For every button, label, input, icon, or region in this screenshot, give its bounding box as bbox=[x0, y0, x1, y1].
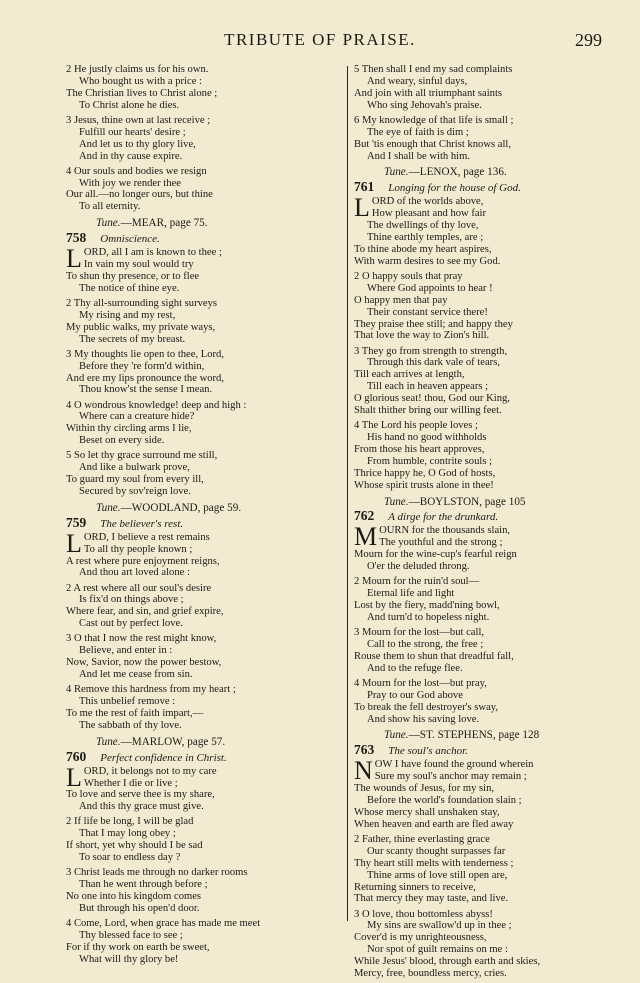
tune-label: Tune. bbox=[96, 501, 121, 514]
hymn-stanza bbox=[66, 166, 338, 214]
tune-label: Tune. bbox=[96, 217, 121, 230]
verse-line: If short, yet why should I be sad bbox=[66, 840, 203, 852]
verse-line: 2 A rest where all our soul's desire bbox=[66, 582, 212, 594]
tune-label: Tune. bbox=[384, 166, 409, 179]
verse-line: To me the rest of faith impart,— bbox=[66, 708, 204, 719]
verse-line: To thine abode my heart aspires, bbox=[354, 243, 492, 255]
tune-name: —LENOX, page 136. bbox=[408, 166, 507, 179]
verse-line: O'er the deluded throng. bbox=[367, 561, 470, 573]
verse-line: 3 O love, thou bottomless abyss! bbox=[354, 908, 493, 920]
verse-line: My sins are swallow'd up in thee ; bbox=[367, 920, 512, 932]
verse-line: Till each arrives at length, bbox=[354, 369, 465, 381]
verse-line: Whether I die or live ; bbox=[83, 777, 178, 789]
verse-line: A rest where pure enjoyment reigns, bbox=[66, 555, 220, 567]
column-divider bbox=[347, 66, 348, 921]
hymn-stanza bbox=[66, 583, 338, 631]
verse-line: Through this dark vale of tears, bbox=[367, 357, 500, 369]
verse-line: Where fear, and sin, and grief expire, bbox=[66, 606, 224, 618]
verse-line: 4 Mourn for the lost—but pray, bbox=[354, 677, 487, 689]
tune-reference bbox=[384, 497, 612, 509]
drop-capital: L bbox=[66, 244, 82, 274]
hymn-stanza bbox=[66, 918, 338, 966]
verse-line: And in thy cause expire. bbox=[79, 150, 183, 162]
verse-line: O happy men that pay bbox=[354, 294, 448, 306]
verse-line: ORD, it belongs not to my care bbox=[83, 765, 217, 777]
verse-line: Thine earthly temples, are ; bbox=[367, 231, 484, 243]
verse-line: Their constant service there! bbox=[367, 306, 488, 318]
verse-line: To all thy people known ; bbox=[83, 543, 193, 555]
verse-line: And show his saving love. bbox=[367, 713, 480, 725]
verse-line: And ere my lips pronounce the word, bbox=[66, 372, 224, 384]
verse-line: To love and serve thee is my share, bbox=[66, 789, 215, 801]
hymn-stanza bbox=[66, 244, 338, 295]
verse-line: Cover'd is my unrighteousness, bbox=[354, 932, 487, 944]
verse-line: No one into his kingdom comes bbox=[66, 891, 202, 903]
verse-line: Shalt thither bring our willing feet. bbox=[354, 405, 502, 417]
verse-line: 3 O that I now the rest might know, bbox=[66, 633, 217, 645]
verse-line: My public walks, my private ways, bbox=[66, 321, 216, 333]
hymn-stanza bbox=[354, 64, 612, 112]
verse-line: The Christian lives to Christ alone ; bbox=[66, 87, 218, 99]
left-column bbox=[66, 64, 338, 969]
verse-line: O glorious seat! thou, God our King, bbox=[354, 393, 510, 405]
verse-line: And like a bulwark prove, bbox=[79, 462, 190, 474]
verse-line: ORD of the worlds above, bbox=[371, 196, 484, 208]
verse-line: But through his open'd door. bbox=[79, 902, 200, 914]
verse-line: In vain my soul would try bbox=[83, 258, 194, 270]
hymn-number: 760 bbox=[66, 748, 87, 764]
verse-line: When heaven and earth are fled away bbox=[354, 818, 514, 830]
verse-line: 3 My thoughts lie open to thee, Lord, bbox=[66, 348, 225, 360]
verse-line: Thine arms of love still open are, bbox=[367, 869, 508, 881]
hymn-stanza bbox=[354, 678, 612, 726]
verse-line: Thy blessed face to see ; bbox=[79, 929, 183, 941]
hymn-title: Perfect confidence in Christ. bbox=[100, 751, 227, 764]
hymn-stanza bbox=[354, 115, 612, 163]
verse-line: Where God appoints to hear ! bbox=[367, 282, 493, 294]
hymn-stanza bbox=[354, 576, 612, 624]
verse-line: 2 He justly claims us for his own. bbox=[66, 64, 209, 75]
verse-line: And thou art loved alone : bbox=[79, 567, 190, 579]
tune-reference bbox=[384, 730, 612, 742]
hymn-stanza bbox=[354, 420, 612, 491]
verse-line: 6 My knowledge of that life is small ; bbox=[354, 114, 514, 126]
verse-line: While Jesus' blood, through earth and skies, bbox=[354, 956, 541, 968]
verse-line: To Christ alone he dies. bbox=[79, 99, 180, 111]
verse-line: Is fix'd on things above ; bbox=[79, 594, 184, 606]
verse-line: To soar to endless day ? bbox=[79, 852, 181, 864]
hymn-stanza bbox=[66, 816, 338, 864]
hymn-stanza bbox=[354, 834, 612, 905]
tune-name: —MARLOW, page 57. bbox=[120, 735, 226, 748]
verse-line: Before the world's foundation slain ; bbox=[367, 794, 522, 806]
hymn-number: 763 bbox=[354, 742, 375, 758]
verse-line: 4 Our souls and bodies we resign bbox=[66, 165, 207, 177]
verse-line: To guard my soul from every ill, bbox=[66, 474, 204, 486]
hymn-stanza bbox=[66, 298, 338, 346]
verse-line: OURN for the thousands slain, bbox=[379, 525, 511, 537]
tune-name: —BOYLSTON, page 105 bbox=[408, 495, 526, 508]
verse-line: 5 So let thy grace surround me still, bbox=[66, 450, 218, 462]
hymn-heading bbox=[354, 744, 612, 758]
hymn-stanza bbox=[354, 756, 612, 830]
verse-line: Thrice happy he, O God of hosts, bbox=[354, 467, 496, 479]
hymn-stanza bbox=[66, 867, 338, 915]
verse-line: 4 Remove this hardness from my heart ; bbox=[66, 684, 236, 696]
hymn-heading bbox=[66, 232, 338, 246]
verse-line: ORD, all I am is known to thee ; bbox=[83, 247, 222, 259]
verse-line: That love the way to Zion's hill. bbox=[354, 330, 490, 342]
hymn-stanza bbox=[354, 271, 612, 342]
hymn-stanza bbox=[354, 346, 612, 417]
verse-line: 2 If life be long, I will be glad bbox=[66, 816, 194, 828]
hymn-stanza bbox=[66, 400, 338, 448]
verse-line: Our scanty thought surpasses far bbox=[367, 845, 506, 857]
verse-line: The secrets of my breast. bbox=[79, 333, 186, 345]
verse-line: 5 Then shall I end my sad complaints bbox=[354, 64, 513, 75]
verse-line: Fulfill our hearts' desire ; bbox=[79, 126, 186, 138]
verse-line: And weary, sinful days, bbox=[367, 75, 468, 87]
verse-line: 3 Christ leads me through no darker rooms bbox=[66, 867, 248, 879]
hymn-number: 762 bbox=[354, 508, 375, 524]
verse-line: My rising and my rest, bbox=[79, 309, 176, 321]
verse-line: With joy we render thee bbox=[79, 177, 181, 189]
hymn-number: 761 bbox=[354, 179, 375, 195]
tune-name: —MEAR, page 75. bbox=[120, 217, 208, 230]
verse-line: Our all.—no longer ours, but thine bbox=[66, 189, 213, 201]
hymn-stanza bbox=[354, 627, 612, 675]
hymn-title: Longing for the house of God. bbox=[388, 182, 521, 195]
verse-line: 2 Father, thine everlasting grace bbox=[354, 833, 490, 845]
verse-line: Sure my soul's anchor may remain ; bbox=[374, 771, 527, 783]
hymn-stanza bbox=[66, 684, 338, 732]
running-title: TRIBUTE OF PRAISE. bbox=[224, 30, 416, 49]
hymn-title: A dirge for the drunkard. bbox=[388, 511, 499, 524]
verse-line: 3 Mourn for the lost—but call, bbox=[354, 627, 485, 638]
verse-line: Secured by sov'reign love. bbox=[79, 486, 191, 498]
hymn-stanza bbox=[354, 193, 612, 267]
verse-line: The notice of thine eye. bbox=[79, 282, 180, 294]
hymn-heading bbox=[66, 514, 338, 531]
verse-line: For if thy work on earth be sweet, bbox=[66, 941, 210, 953]
verse-line: Cast out by perfect love. bbox=[79, 618, 183, 630]
hymn-heading bbox=[354, 510, 612, 524]
verse-line: Till each in heaven appears ; bbox=[367, 381, 489, 393]
tune-label: Tune. bbox=[384, 495, 409, 508]
verse-line: And I shall be with him. bbox=[367, 150, 470, 162]
verse-line: From humble, contrite souls ; bbox=[367, 455, 493, 467]
hymn-heading bbox=[354, 181, 612, 195]
verse-line: 2 O happy souls that pray bbox=[354, 270, 463, 282]
verse-line: Eternal life and light bbox=[367, 588, 455, 600]
verse-line: The sabbath of thy love. bbox=[79, 719, 182, 731]
verse-line: Before they 're form'd within, bbox=[79, 360, 205, 372]
hymn-number: 758 bbox=[66, 230, 87, 246]
drop-capital: L bbox=[66, 528, 82, 558]
hymn-stanza bbox=[66, 349, 338, 397]
verse-line: With warm desires to see my God. bbox=[354, 255, 501, 267]
hymn-stanza bbox=[66, 115, 338, 163]
verse-line: Pray to our God above bbox=[367, 689, 463, 701]
verse-line: They praise thee still; and happy they bbox=[354, 318, 513, 330]
verse-line: Whose mercy shall unshaken stay, bbox=[354, 806, 500, 818]
hymn-stanza bbox=[66, 528, 338, 580]
drop-capital: L bbox=[354, 193, 370, 223]
verse-line: And turn'd to hopeless night. bbox=[367, 611, 490, 623]
tune-name: —WOODLAND, page 59. bbox=[120, 501, 242, 514]
hymn-stanza bbox=[354, 909, 612, 980]
verse-line: Within thy circling arms I lie, bbox=[66, 423, 192, 435]
tune-reference bbox=[384, 167, 612, 179]
verse-line: The eye of faith is dim ; bbox=[367, 126, 469, 138]
verse-line: Mourn for the wine-cup's fearful reign bbox=[354, 549, 517, 561]
tune-label: Tune. bbox=[384, 729, 409, 742]
hymn-title: The soul's anchor. bbox=[388, 745, 468, 758]
right-column bbox=[354, 64, 612, 983]
verse-line: To break the fell destroyer's sway, bbox=[354, 701, 499, 713]
hymn-heading bbox=[66, 748, 338, 765]
tune-reference bbox=[96, 503, 338, 515]
verse-line: To all eternity. bbox=[79, 201, 141, 213]
verse-line: And let me cease from sin. bbox=[79, 669, 193, 681]
verse-line: Lost by the fiery, madd'ning bowl, bbox=[354, 600, 500, 611]
verse-line: Who bought us with a price : bbox=[79, 75, 202, 87]
drop-capital: L bbox=[66, 762, 82, 792]
verse-line: Than he went through before ; bbox=[79, 879, 208, 891]
verse-line: Nor spot of guilt remains on me : bbox=[367, 944, 508, 956]
verse-line: From those his heart approves, bbox=[354, 443, 485, 455]
drop-capital: N bbox=[354, 756, 373, 786]
verse-line: And let us to thy glory live, bbox=[79, 138, 196, 150]
verse-line: And to the refuge flee. bbox=[367, 662, 463, 674]
verse-line: 4 O wondrous knowledge! deep and high : bbox=[66, 399, 247, 411]
verse-line: OW I have found the ground wherein bbox=[374, 759, 534, 771]
verse-line: Call to the strong, the free ; bbox=[367, 638, 484, 650]
tune-reference bbox=[96, 737, 338, 749]
verse-line: Where can a creature hide? bbox=[79, 411, 195, 423]
verse-line: The youthful and the strong ; bbox=[379, 537, 503, 549]
verse-line: Rouse them to shun that dreadful fall, bbox=[354, 650, 514, 662]
verse-line: But 'tis enough that Christ knows all, bbox=[354, 138, 511, 150]
verse-line: What will thy glory be! bbox=[79, 953, 179, 965]
tune-reference bbox=[96, 218, 338, 230]
verse-line: And join with all triumphant saints bbox=[354, 87, 503, 99]
verse-line: The dwellings of thy love, bbox=[367, 220, 479, 232]
tune-name: —ST. STEPHENS, page 128 bbox=[408, 729, 540, 742]
verse-line: And this thy grace must give. bbox=[79, 801, 204, 813]
hymn-stanza bbox=[354, 522, 612, 573]
verse-line: This unbelief remove : bbox=[79, 696, 176, 708]
verse-line: 4 Come, Lord, when grace has made me meet bbox=[66, 918, 261, 930]
verse-line: 3 They go from strength to strength, bbox=[354, 345, 508, 357]
hymn-title: Omniscience. bbox=[100, 233, 160, 246]
hymn-title: The believer's rest. bbox=[100, 517, 184, 530]
verse-line: ORD, I believe a rest remains bbox=[83, 531, 210, 543]
verse-line: Whose spirit trusts alone in thee! bbox=[354, 479, 494, 491]
verse-line: To shun thy presence, or to flee bbox=[66, 270, 200, 282]
verse-line: Beset on every side. bbox=[79, 435, 165, 447]
verse-line: The wounds of Jesus, for my sin, bbox=[354, 783, 495, 795]
hymn-stanza bbox=[66, 633, 338, 681]
verse-line: 2 Mourn for the ruin'd soul— bbox=[354, 576, 480, 588]
verse-line: That mercy they may taste, and live. bbox=[354, 893, 509, 905]
verse-line: Who sing Jehovah's praise. bbox=[367, 99, 482, 111]
hymn-number: 759 bbox=[66, 514, 87, 530]
verse-line: 4 The Lord his people loves ; bbox=[354, 420, 478, 432]
hymn-stanza bbox=[66, 450, 338, 498]
verse-line: Thy heart still melts with tenderness ; bbox=[354, 857, 514, 869]
hymn-stanza bbox=[66, 762, 338, 814]
verse-line: His hand no good withholds bbox=[367, 432, 487, 444]
verse-line: Now, Savior, now the power bestow, bbox=[66, 657, 222, 669]
verse-line: That I may long obey ; bbox=[79, 828, 176, 840]
verse-line: 3 Jesus, thine own at last receive ; bbox=[66, 114, 211, 126]
verse-line: How pleasant and how fair bbox=[371, 208, 487, 220]
verse-line: 2 Thy all-surrounding sight surveys bbox=[66, 297, 218, 309]
verse-line: Thou know'st the sense I mean. bbox=[79, 384, 213, 396]
verse-line: Returning sinners to receive, bbox=[354, 881, 476, 893]
page-number: 299 bbox=[575, 30, 602, 50]
tune-label: Tune. bbox=[96, 735, 121, 748]
drop-capital: M bbox=[354, 522, 378, 552]
hymn-stanza bbox=[66, 64, 338, 112]
verse-line: Believe, and enter in : bbox=[79, 645, 173, 657]
verse-line: Mercy, free, boundless mercy, cries. bbox=[354, 968, 507, 980]
